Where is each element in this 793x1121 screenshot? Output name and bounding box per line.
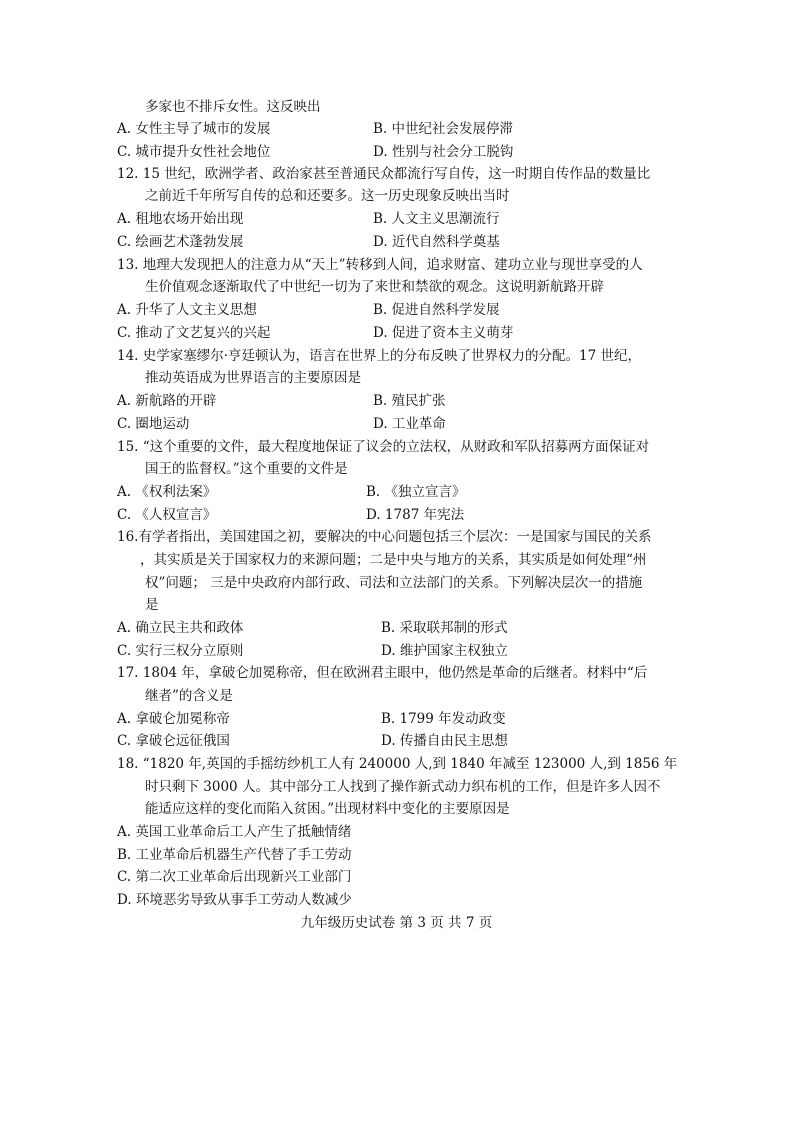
q17-option-c: C. 拿破仑远征俄国 (117, 733, 230, 749)
q15-option-a: A. 《权利法案》 (117, 484, 217, 500)
q16-option-d: D. 维护国家主权独立 (381, 643, 508, 659)
question-17-line-2: 继者”的含义是 (145, 688, 233, 704)
q16-option-a: A. 确立民主共和政体 (117, 620, 244, 636)
q11-option-a: A. 女性主导了城市的发展 (117, 121, 271, 137)
question-14-line-2: 推动英语成为世界语言的主要原因是 (145, 370, 361, 386)
question-13-line-1: 13. 地理大发现把人的注意力从“天上”转移到人间，追求财富、建功立业与现世享受的人 (117, 257, 643, 273)
q13-option-b: B. 促进自然科学发展 (373, 302, 500, 318)
question-17-line-1: 17. 1804 年，拿破仑加冕称帝，但在欧洲君主眼中，他仍然是革命的后继者。材料中“后 (117, 665, 648, 681)
q12-option-a: A. 租地农场开始出现 (117, 211, 244, 227)
q16-option-b: B. 采取联邦制的形式 (381, 620, 508, 636)
q13-option-a: A. 升华了人文主义思想 (117, 302, 257, 318)
q13-option-c: C. 推动了文艺复兴的兴起 (117, 325, 271, 341)
q11-option-c: C. 城市提升女性社会地位 (117, 144, 271, 160)
q16-option-c: C. 实行三权分立原则 (117, 643, 244, 659)
q11-option-b: B. 中世纪社会发展停滞 (373, 121, 514, 137)
q17-option-d: D. 传播自由民主思想 (381, 733, 508, 749)
q14-option-c: C. 圈地运动 (117, 416, 190, 432)
question-18-line-3: 能适应这样的变化而陷入贫困。”出现材料中变化的主要原因是 (145, 801, 510, 817)
q17-option-b: B. 1799 年发动政变 (381, 711, 506, 727)
question-18-line-2: 时只剩下 3000 人。其中部分工人找到了操作新式动力织布机的工作，但是许多人因不 (145, 779, 661, 795)
q12-option-c: C. 绘画艺术蓬勃发展 (117, 234, 244, 250)
q15-option-d: D. 1787 年宪法 (366, 507, 465, 523)
question-16-line-2: ，其实质是关于国家权力的来源问题；二是中央与地方的关系，其实质是如何处理“州 (140, 552, 647, 568)
question-14-line-1: 14. 史学家塞缪尔·亨廷顿认为，语言在世界上的分布反映了世界权力的分配。17 世纪， (117, 348, 642, 364)
question-15-line-1: 15. “这个重要的文件，最大程度地保证了议会的立法权，从财政和军队招募两方面保证对 (117, 439, 650, 455)
question-12-line-1: 12. 15 世纪，欧洲学者、政治家甚至普通民众都流行写自传，这一时期自传作品的数量比 (117, 166, 651, 182)
q13-option-d: D. 促进了资本主义萌芽 (373, 325, 514, 341)
page-footer: 九年级历史试卷 第 3 页 共 7 页 (300, 915, 493, 931)
q18-option-a: A. 英国工业革命后工人产生了抵触情绪 (117, 824, 352, 840)
question-11-continuation: 多家也不排斥女性。这反映出 (145, 99, 321, 115)
question-13-line-2: 生价值观念逐渐取代了中世纪一切为了来世和禁欲的观念。这说明新航路开辟 (145, 279, 604, 295)
question-16-line-1: 16.有学者指出，美国建国之初，要解决的中心问题包括三个层次：一是国家与国民的关系 (117, 529, 652, 545)
q17-option-a: A. 拿破仑加冕称帝 (117, 711, 230, 727)
q12-option-d: D. 近代自然科学奠基 (373, 234, 500, 250)
question-12-line-2: 之前近千年所写自传的总和还要多。这一历史现象反映出当时 (145, 188, 510, 204)
q18-option-b: B. 工业革命后机器生产代替了手工劳动 (117, 847, 352, 863)
q18-option-d: D. 环境恶劣导致从事手工劳动人数减少 (117, 892, 352, 908)
question-16-line-3: 权”问题； 三是中央政府内部行政、司法和立法部门的关系。下列解决层次一的措施 (145, 575, 643, 591)
q14-option-a: A. 新航路的开辟 (117, 393, 217, 409)
q12-option-b: B. 人文主义思潮流行 (373, 211, 500, 227)
q18-option-c: C. 第二次工业革命后出现新兴工业部门 (117, 869, 352, 885)
q14-option-d: D. 工业革命 (373, 416, 446, 432)
question-18-line-1: 18. “1820 年,英国的手摇纺纱机工人有 240000 人,到 1840 年减至 123000 人,到 1856 年 (117, 756, 678, 772)
question-15-line-2: 国王的监督权。”这个重要的文件是 (145, 461, 348, 477)
q15-option-c: C. 《人权宣言》 (117, 507, 217, 523)
question-16-line-4: 是 (145, 597, 159, 613)
q11-option-d: D. 性别与社会分工脱钩 (373, 144, 514, 160)
q14-option-b: B. 殖民扩张 (373, 393, 446, 409)
q15-option-b: B. 《独立宣言》 (366, 484, 466, 500)
